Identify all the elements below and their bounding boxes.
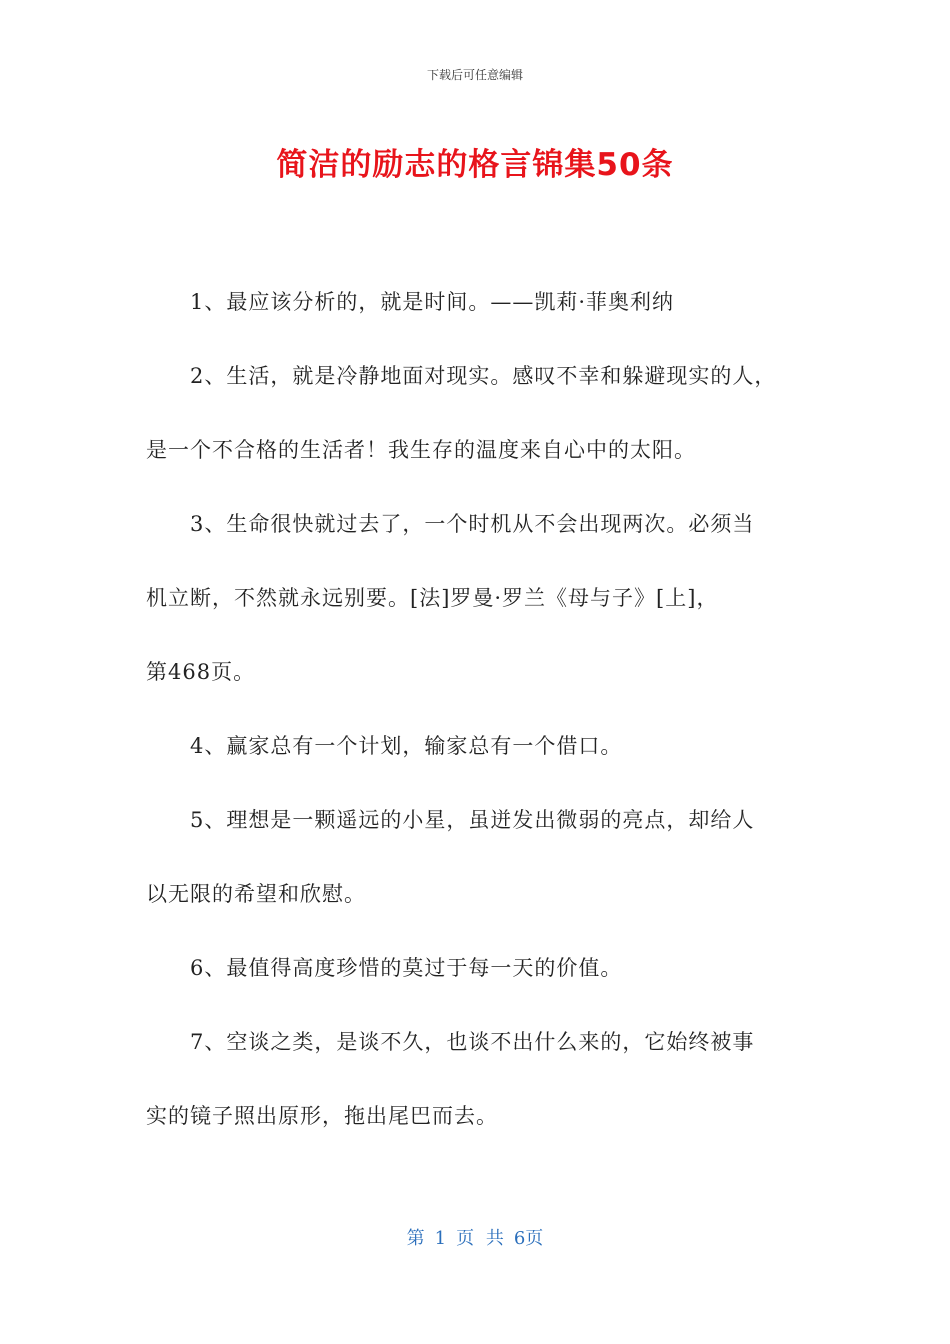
paragraph-line: 是一个不合格的生活者！我生存的温度来自心中的太阳。 [146, 438, 696, 462]
document-title: 简洁的励志的格言锦集50条 [276, 147, 674, 183]
paragraph-line: 以无限的希望和欣慰。 [146, 882, 366, 906]
paragraph-3 [146, 487, 806, 709]
paragraph-line: 5、理想是一颗遥远的小星，虽迸发出微弱的亮点，却给人 [190, 808, 755, 832]
paragraph-line: 第468页。 [146, 660, 256, 684]
paragraph-line: 6、最值得高度珍惜的莫过于每一天的价值。 [190, 956, 623, 980]
paragraph-1 [146, 265, 806, 339]
paragraph-6 [146, 931, 806, 1005]
paragraph-5 [146, 783, 806, 931]
footer-current-page: 1 [434, 1228, 447, 1249]
paragraph-line: 2、生活，就是冷静地面对现实。感叹不幸和躲避现实的人， [190, 364, 777, 388]
footer-of-label: 页 共 [456, 1228, 504, 1249]
paragraph-line: 4、赢家总有一个计划，输家总有一个借口。 [190, 734, 623, 758]
header-note: 下载后可任意编辑 [426, 68, 523, 82]
paragraph-line: 7、空谈之类，是谈不久，也谈不出什么来的，它始终被事 [190, 1030, 755, 1054]
paragraph-line: 机立断，不然就永远别要。[法]罗曼·罗兰《母与子》[上]， [146, 586, 719, 610]
paragraph-2 [146, 339, 806, 487]
paragraph-line: 实的镜子照出原形，拖出尾巴而去。 [146, 1104, 498, 1128]
document-body [146, 265, 806, 1153]
page-footer [0, 1225, 950, 1253]
paragraph-line: 3、生命很快就过去了，一个时机从不会出现两次。必须当 [190, 512, 755, 536]
footer-page-label: 第 [406, 1228, 425, 1249]
footer-total-pages: 6页 [513, 1228, 544, 1249]
paragraph-7 [146, 1005, 806, 1153]
paragraph-4 [146, 709, 806, 783]
paragraph-line: 1、最应该分析的，就是时间。——凯莉·菲奥利纳 [190, 290, 675, 314]
